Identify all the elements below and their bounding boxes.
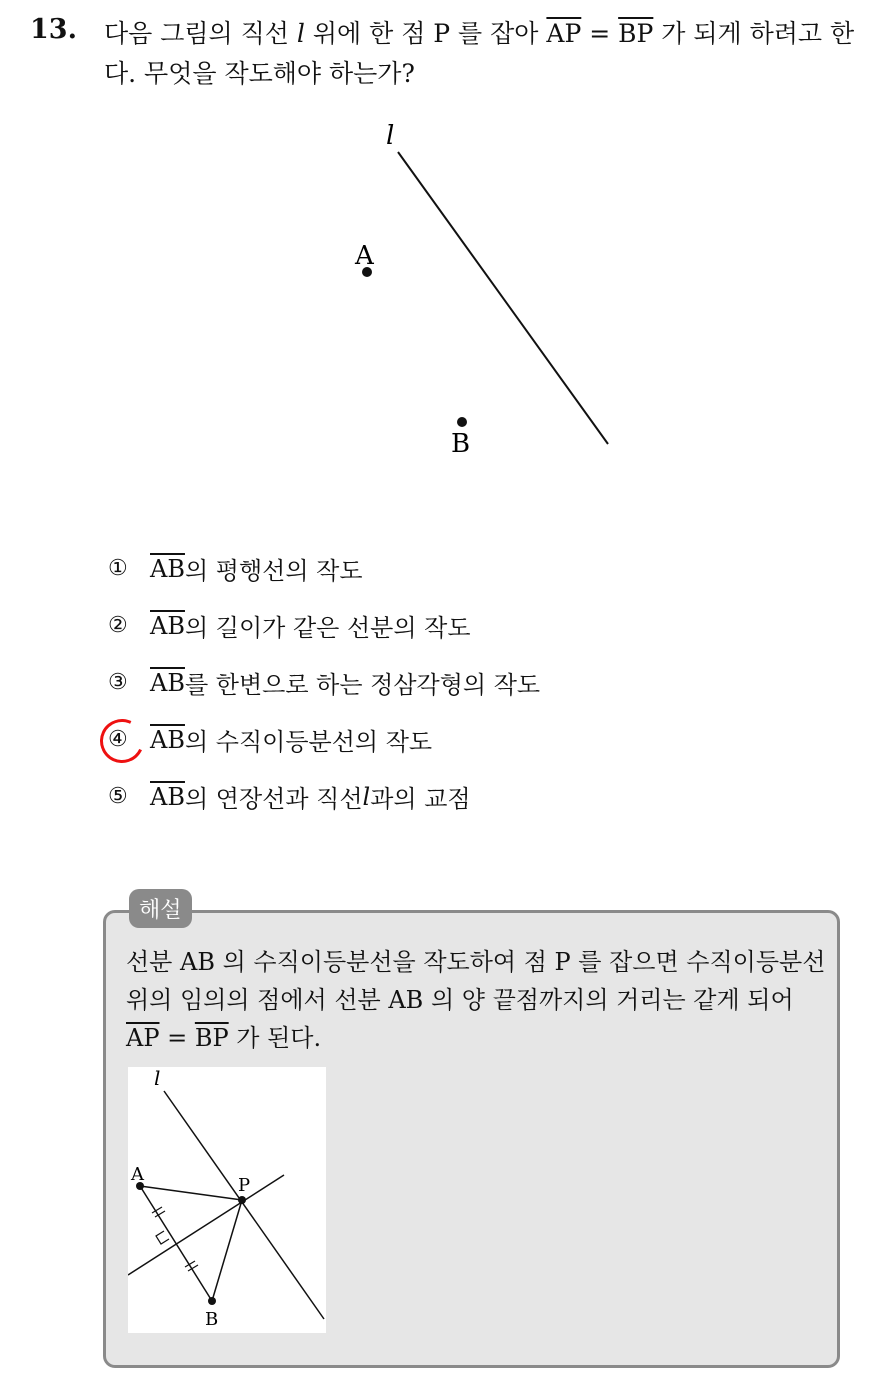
segment-ab xyxy=(140,1186,212,1301)
choice-number: ② xyxy=(108,613,128,638)
choice-text: 과의 교점 xyxy=(370,785,471,813)
point-a-label: A xyxy=(131,1164,144,1185)
choice-number: ④ xyxy=(108,727,128,752)
question-text-part: 다음 그림의 직선 xyxy=(104,19,297,48)
choice-number-wrap xyxy=(108,727,150,752)
choice-segment: $\overline{AB}$ xyxy=(150,668,185,697)
perpendicular-bisector xyxy=(128,1175,284,1275)
solution-text-part: 가 된다. xyxy=(228,1024,322,1052)
choice-text: 의 수직이등분선의 작도 xyxy=(184,728,433,756)
segment-ap: $\overline{AP}$ xyxy=(126,1024,160,1052)
line-l-label: l xyxy=(154,1067,161,1090)
solution-text xyxy=(126,943,826,1057)
point-p xyxy=(238,1196,246,1204)
solution-figure xyxy=(128,1067,326,1333)
choice-number: ⑤ xyxy=(108,784,128,809)
line-name: l xyxy=(362,782,371,811)
choice-2[interactable] xyxy=(108,597,540,654)
choice-text: 의 길이가 같은 선분의 작도 xyxy=(184,614,471,642)
point-p-label: P xyxy=(238,1175,251,1196)
choice-segment: $\overline{AB}$ xyxy=(150,782,185,811)
question-text-part: 가 되게 하려고 한다. 무엇을 작도해야 하는가? xyxy=(104,19,855,88)
line-name: l xyxy=(296,19,305,48)
choice-number: ① xyxy=(108,556,128,581)
choice-1[interactable] xyxy=(108,540,540,597)
segment-ap: $\overline{AP}$ xyxy=(546,19,582,48)
choice-5[interactable] xyxy=(108,768,540,825)
choice-number: ③ xyxy=(108,670,128,695)
choice-text: 의 평행선의 작도 xyxy=(184,557,363,585)
point-b-label: B xyxy=(451,429,471,459)
choice-segment: $\overline{AB}$ xyxy=(150,554,185,583)
solution-tag: 해설 xyxy=(129,889,192,928)
segment-bp: $\overline{BP}$ xyxy=(194,1024,229,1052)
point-b-label: B xyxy=(205,1309,219,1330)
answer-circle-mark xyxy=(94,713,150,769)
line-l xyxy=(164,1091,324,1319)
point-b xyxy=(457,417,467,427)
equals-sign: = xyxy=(581,19,619,48)
segment-bp xyxy=(212,1200,242,1301)
equals-sign: = xyxy=(159,1024,195,1052)
choice-4[interactable] xyxy=(108,711,540,768)
choice-segment: $\overline{AB}$ xyxy=(150,725,185,754)
question-number: 13. xyxy=(30,14,77,45)
line-l xyxy=(398,152,608,444)
segment-ap xyxy=(140,1186,242,1200)
solution-box xyxy=(103,910,840,1368)
question-text xyxy=(104,14,874,94)
line-l-label: l xyxy=(386,121,395,151)
choice-segment: $\overline{AB}$ xyxy=(150,611,185,640)
point-b xyxy=(208,1297,216,1305)
problem-figure xyxy=(330,110,630,470)
answer-choices xyxy=(108,540,540,825)
choice-3[interactable] xyxy=(108,654,540,711)
choice-text: 의 연장선과 직선 xyxy=(184,785,363,813)
choice-text: 를 한변으로 하는 정삼각형의 작도 xyxy=(184,671,541,699)
point-a-label: A xyxy=(355,241,374,271)
right-angle-mark xyxy=(156,1231,169,1244)
equal-length-tick xyxy=(185,1261,198,1271)
segment-bp: $\overline{BP}$ xyxy=(618,19,654,48)
question-text-part: 위에 한 점 P 를 잡아 xyxy=(304,19,547,48)
solution-text-part: 선분 AB 의 수직이등분선을 작도하여 점 P 를 잡으면 수직이등분선 위의 임의의 점에서 선분 AB 의 양 끝점까지의 거리는 같게 되어 xyxy=(126,948,826,1014)
